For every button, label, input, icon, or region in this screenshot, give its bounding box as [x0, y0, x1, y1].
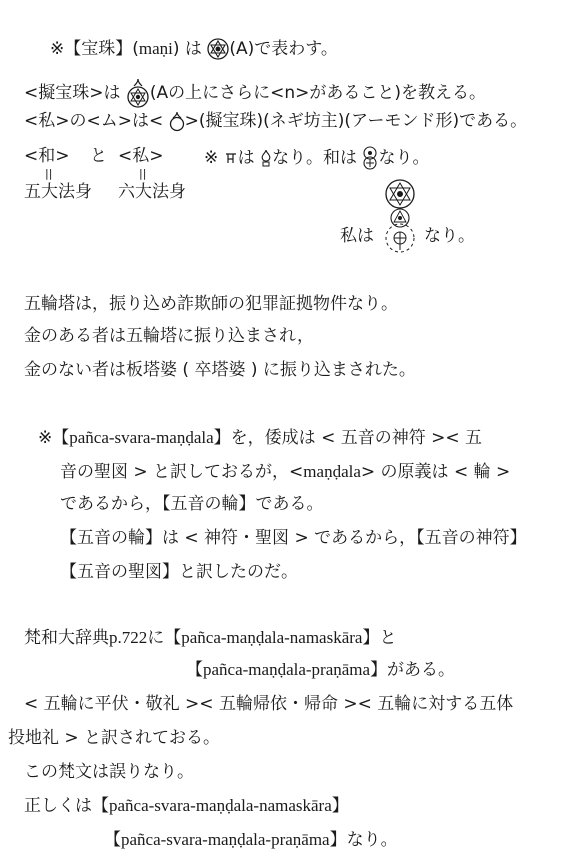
houju-post: (A)で表わす。: [229, 39, 338, 59]
goon-line2-pre: 音の聖図 > と訳しておるが，<: [60, 462, 304, 482]
sanskrit-term-correct-namaskara: pañca-svara-maṇḍala-namaskāra: [109, 796, 332, 815]
goon-line-5: 【五音の聖図】と訳したのだ。: [60, 562, 298, 582]
sanskrit-term-namaskara: pañca-maṇḍala-namaskāra: [181, 628, 363, 647]
goon-prefix: ※【: [38, 428, 70, 448]
line-watashi-wa: 私は: [340, 226, 374, 246]
houju-prefix: ※【宝珠】(: [50, 39, 139, 59]
sanskrit-term-pancasvaramandala: pañca-svara-maṇḍala: [69, 428, 214, 447]
gotai-hosshin: 五大法身: [24, 182, 92, 202]
siddham-a-icon: [224, 151, 238, 165]
correct-open-2: 【: [104, 830, 121, 850]
dictionary-line-5: この梵文は誤りなり。: [24, 762, 194, 782]
note-mid: は: [237, 148, 255, 168]
dictionary-line-1: [24, 628, 396, 648]
note-prefix: ※: [204, 148, 219, 168]
dictionary-page: p.722: [109, 628, 148, 647]
wa-label: <和>: [24, 146, 70, 166]
goon-line-2: [60, 462, 510, 482]
line-wa-watashi: [24, 146, 70, 166]
line-mu: [24, 110, 527, 132]
dictionary-line-7: [104, 830, 398, 850]
dictionary-line-6: [24, 796, 349, 816]
dictionary-line-3: < 五輪に平伏・敬礼 >< 五輪帰依・帰命 >< 五輪に対する五体: [24, 694, 514, 714]
mani-term: maṇi: [138, 39, 173, 58]
goon-line-3: であるから，【五音の輪】である。: [60, 494, 324, 514]
watashi-label: <私>: [118, 146, 164, 166]
goon-line-1: [38, 428, 482, 448]
dictionary-name: 梵和大辞典: [24, 628, 109, 648]
correct-close: 】: [331, 796, 349, 816]
star-circle-icon: [207, 38, 229, 60]
pranama-open: 【: [186, 660, 203, 680]
houju-mid: ) は: [172, 39, 202, 59]
watashi-naru: なり。: [424, 226, 475, 246]
gorinto-line-3: 金のない者は板塔婆 ( 卒塔婆 ) に振り込まされた。: [24, 360, 416, 380]
sanskrit-term-correct-pranama: pañca-svara-maṇḍala-praṇāma: [121, 830, 330, 849]
equals-sign-right: ||: [139, 167, 147, 180]
line-giboshu: [24, 78, 486, 108]
equals-sign-left: ||: [45, 167, 53, 180]
goon-line-4: 【五音の輪】は < 神符・聖図 > であるから，【五音の神符】: [60, 528, 527, 548]
dictionary-line-2: [186, 660, 455, 680]
note-naru: なり。和は: [272, 148, 358, 168]
goon-post: 】を，倭成は < 五音の神符 >< 五: [213, 428, 483, 448]
giboshu-prefix: <擬宝珠>は: [24, 83, 121, 103]
mu-prefix: <私>の<ム>は<: [24, 111, 164, 131]
correct-end: 】なり。: [329, 830, 398, 850]
goon-line2-post: > の原義は < 輪 >: [360, 462, 511, 482]
stupa-small-icon: [260, 149, 272, 167]
mu-post: >(擬宝珠)(ネギ坊主)(アーモンド形)である。: [184, 111, 528, 131]
to-label: と: [90, 146, 107, 166]
correct-prefix: 正しくは【: [24, 796, 109, 816]
onion-dome-icon: [169, 110, 185, 132]
stacked-wheel-icon: [362, 146, 378, 170]
note-line: [204, 146, 429, 170]
giboshu-post: (Aの上にさらに<n>があること)を教える。: [149, 83, 487, 103]
dictionary-line-4: 投地礼 > と訳されておる。: [8, 728, 221, 748]
gorinto-line-1: 五輪塔は，振り込め詐欺師の犯罪証拠物件なり。: [24, 294, 398, 314]
note-end: なり。: [378, 148, 430, 168]
dictionary-post: 】と: [362, 628, 397, 648]
sanskrit-term-pranama: pañca-maṇḍala-praṇāma: [203, 660, 371, 679]
rokudai-hosshin: 六大法身: [118, 182, 186, 202]
gorinto-line-2: 金のある者は五輪塔に振り込まされ，: [24, 326, 315, 346]
pranama-close: 】がある。: [370, 660, 456, 680]
line-houju: [50, 38, 338, 60]
tower-symbol-icon: [380, 178, 420, 254]
sanskrit-term-mandala: maṇḍala: [303, 462, 361, 481]
giboshu-icon: [126, 78, 150, 108]
dictionary-mid: に【: [147, 628, 182, 648]
